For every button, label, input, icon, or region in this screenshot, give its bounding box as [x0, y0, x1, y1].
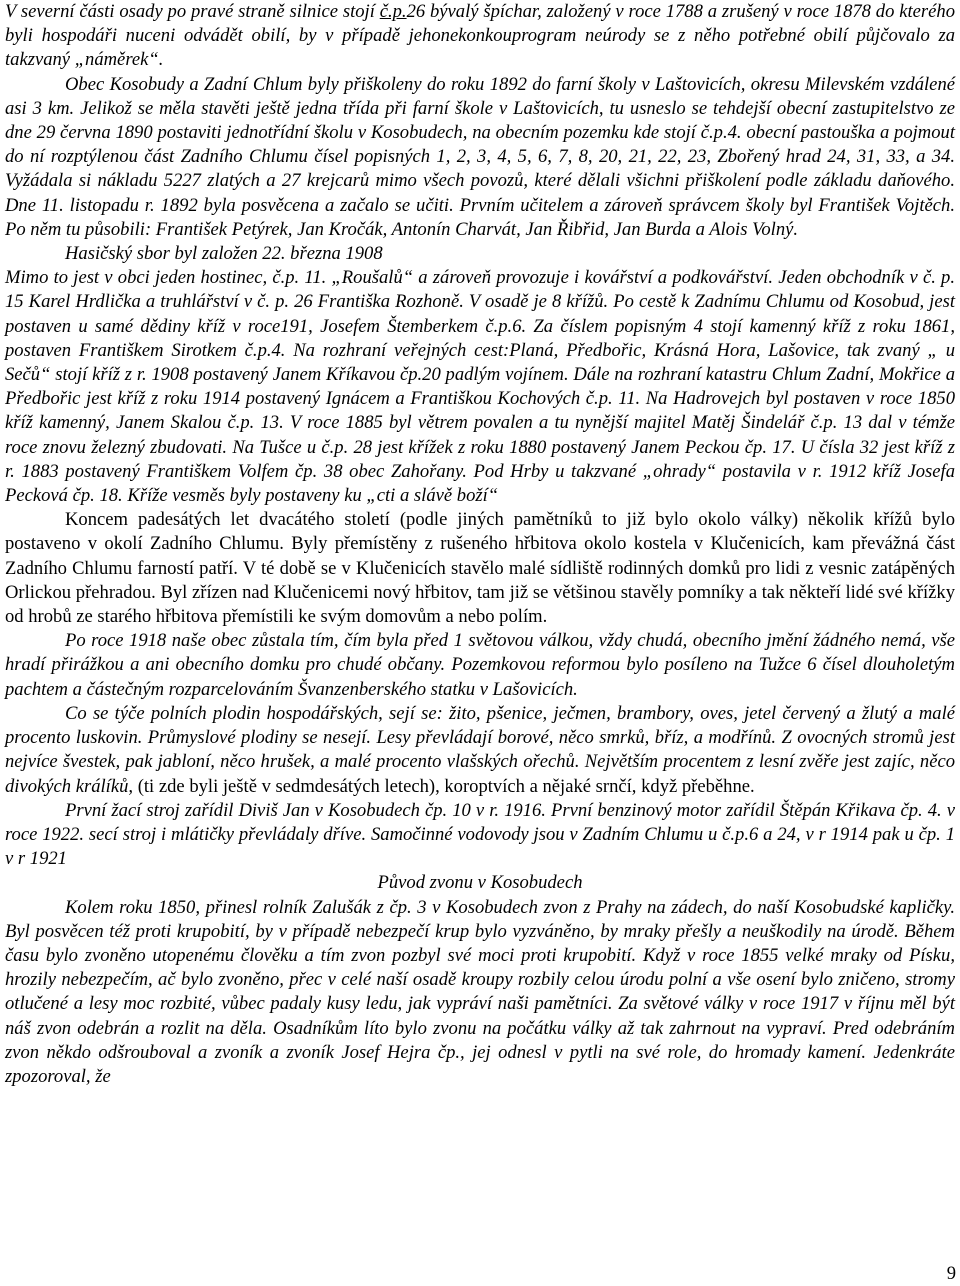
paragraph-granary: [5, 0, 955, 73]
paragraph-crops: [5, 702, 955, 799]
paragraph-school: [5, 73, 955, 242]
school-intro: Obec Kosobudy a Zadní Chlum byly přiškoleny do roku 1892 do farní školy v Laštovicích, okresu Milevském vzdálené asi 3 km.: [5, 73, 955, 119]
page-number: 9: [946, 1263, 956, 1284]
house-number-link[interactable]: č.p.: [379, 1, 407, 22]
paragraph-machines: První žací stroj zařídil Diviš Jan v Kosobudech čp. 10 v r. 1916. První benzinový motor zařídil Štěpán Křikava čp. 4. v roce 1922. secí stroj i mlátičky převládaly dříve. Samočinné vodovody jsou v Zadním Chlumu u č.p.6 a 24, v r 1914 pak u čp. 1 v r 1921: [5, 799, 955, 870]
paragraph-relocated-crosses: Koncem padesátých let dvacátého století (podle jiných pamětníků to již bylo okolo války) několik křížů bylo postaveno v okolí Zadního Chlumu. Byly přemístěny z rušeného hřbitova okolo kostela v Klučenicích, kam převážná část Zadního Chlumu farností patří. V té době se v Klučenicích stavělo malé sídliště rodinných domků pro lidi z vesnic zatápěných Orlickou přehradou. Byl zřízen nad Klučenicemi nový hřbitov, tam již se většinou stavěly pomníky a tak někteří lidé své křížky od hrobů ze starého hřbitova přemístili ke svým domovům a nebo polím.: [5, 509, 955, 628]
granary-text-end: 26 bývalý špíchar, založený v roce 1788 a zrušený v roce 1878 do kterého byli hospodáři nuceni odvádět obilí, by v případě jehonekonkouprogram neúrody se z něho potřebné obilí půjčovalo za takzvaný „náměrek“.: [5, 1, 955, 71]
granary-text-start: V severní části osady po pravé straně silnice stojí: [5, 1, 380, 22]
document-page: [5, 0, 955, 1089]
paragraph-inn-and-crosses: Mimo to jest v obci jeden hostinec, č.p. 11. „Roušalů“ a zároveň provozuje i kovářství a podkovářství. Jeden obchodník v č. p. 15 Karel Hrdlička a truhlářství v č. p. 26 Františka Rozhoně. V osadě je 8 křížů. Po cestě k Zadnímu Chlumu od Kosobud, jest postaven u samé dědiny kříž v roce191, Josefem Štemberkem č.p.6. Za číslem popisným 4 stojí kamenný kříž z roku 1861, postaven Františkem Sirotkem č.p.4. Na rozhraní veřejných cest:Planá, Předbořic, Krásná Hora, Lašovice, tak zvaný „ u Sečů“ stojí kříž z r. 1908 postavený Janem Kříkavou čp.20 padlým vojínem. Dále na rozhraní katastru Chlum Zadní, Mokřice a Předbořic jest kříž z roku 1914 postavený Ignácem a Františkou Kochových č.p. 11. Na Hadrovejch byl postaven v roce 1850 kříž kamenný, Janem Skalou č.p. 13. V roce 1885 byl větrem povalen a tu nynější majitel Matěj Šindelář č.p. 13 dal v témže roce znovu železný zbudovati. Na Tušce u č.p. 28 jest křížek z roku 1880 postavený Janem Peckou čp. 17. U čísla 32 jest kříž z r. 1883 postavený Františkem Volfem čp. 38 obec Zahořany. Pod Hrby u takzvané „ohrady“ postavila v r. 1912 kříž Josefa Pecková čp. 18. Kříže vesměs byly postaveny ku „cti a slávě boží“: [5, 267, 955, 507]
fire-brigade-line: Hasičský sbor byl založen 22. března 1908: [65, 243, 383, 265]
crops-text: Co se týče polních plodin hospodářských, sejí se: žito, pšenice, ječmen, brambory, oves, jetel červený a žlutý a malé procento luskovin. Průmyslové plodiny se nesejí. Lesy převládají borové, něco smrků, bříz, a modřínů. Z ovocných stromů jest nejvíce švestek, pak jabloní, něco hrušek, a malé procento vlašských ořechů. Největším procentem z lesní zvěře jest zajíc, něco divokých králíků,: [5, 702, 955, 797]
paragraph-after-1918: Po roce 1918 naše obec zůstala tím, čím byla před 1 světovou válkou, vždy chudá, obecního jmění žádného nemá, vše hradí přirážkou a ani obecního domku pro chudé občany. Pozemkovou reformou bylo posíleno na Tužce 6 čísel dlouholetým pachtem a částečným rozparcelováním Švanzenberského statku v Lašovicích.: [5, 630, 955, 700]
section-heading-bell: Původ zvonu v Kosobudech: [377, 872, 583, 894]
crops-text-upright: (ti zde byli ještě v sedmdesátých letech), koroptvích a nějaké srnčí, když přeběhne.: [133, 775, 755, 797]
paragraph-bell-origin: Kolem roku 1850, přinesl rolník Zalušák z čp. 3 v Kosobudech zvon z Prahy na zádech, do naší Kosobudské kapličky. Byl posvěcen též proti krupobití, by v případě nebezpečí krup bylo vyzváněno, by mraky přešly a neuškodily na úrodě. Během času bylo zvoněno utopenému člověku a tím zvon pozbyl své moci proti krupobití. Když v roce 1855 velké mraky od Písku, hrozily nebezpečím, ač bylo zvoněno, přec v celé naší osadě kroupy rozbily celou úrodu polní a vše osení bylo zničeno, stromy otlučené a lesy moc rozbité, vůbec padaly kusy ledu, jak vypráví naši pamětníci. Za světové války v roce 1917 v říjnu měl být náš zvon odebrán a rozlit na děla. Osadníkům líto bylo zvonu na počátku války až tak zahrnout na vypraví. Pred odebráním zvon někdo odšroubo​val a zvoník a zvoník Josef Hejra čp., jej odnesl v pytli na své role, do hromady kamení. Jedenkráte zpozoroval, že: [5, 896, 955, 1087]
school-history: Jelikož se měla stavěti ještě jedna třída při farní škole v Laštovicích, tu usneslo se tehdejší obecní zastupitelstvo ze dne 29 června 1890 postaviti jednotřídní školu v Kosobudech, na obecním pozemku kde stojí č.p.4. obecní pastouška a pojmout do ní rozptýlenou část Zadního Chlumu čísel popisných 1, 2, 3, 4, 5, 6, 7, 8, 20, 21, 22, 23, Zbořený hrad 24, 31, 33, a 34. Vyžádala si nákladu 5227 zlatých a 27 krejcarů mimo všech povozů, které dělali všichni přiškolení podle základu daňového. Dne 11. listopadu r. 1892 byla posvěcena a začalo se učiti. Prvním učitelem a zároveň správcem školy byl František Vojtěch. Po něm tu působili: František Petýrek, Jan Kročák, Antonín Charvát, Jan Řibřid, Jan Burda a Alois Volný.: [5, 97, 955, 240]
